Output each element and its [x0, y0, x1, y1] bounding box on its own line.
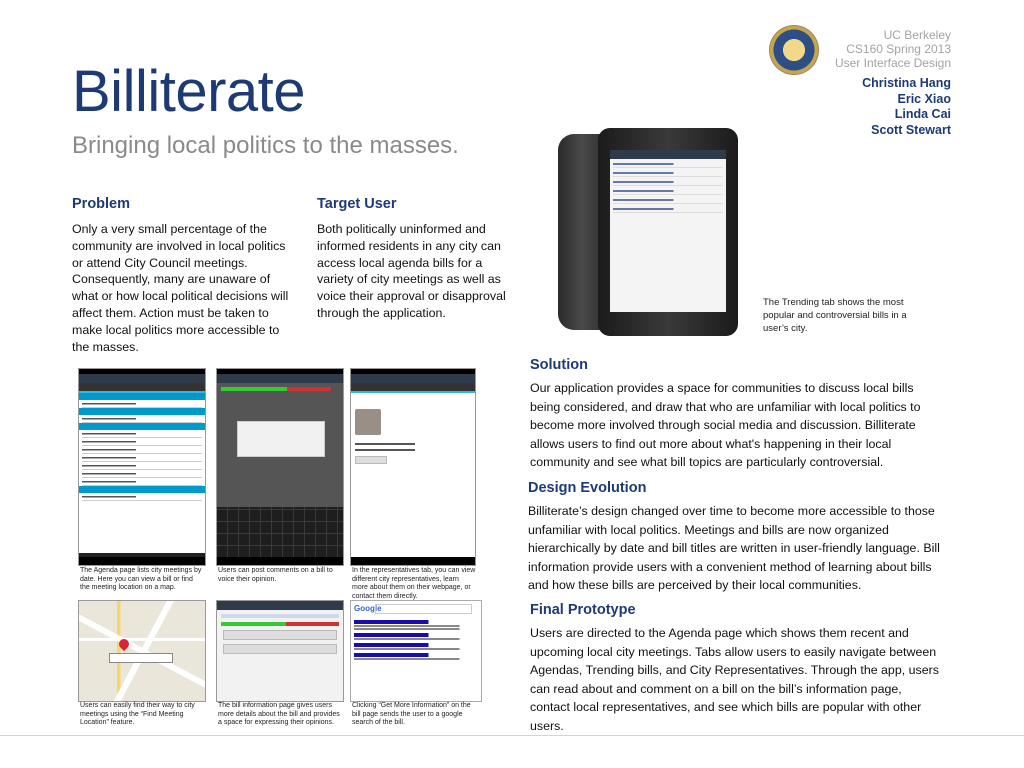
author-name: Scott Stewart — [871, 122, 951, 137]
institution-line: CS160 Spring 2013 — [846, 42, 951, 56]
bill-row — [82, 470, 202, 478]
app-action-bar — [217, 601, 343, 610]
bill-row — [82, 462, 202, 470]
institution-block — [835, 28, 951, 70]
date-header — [79, 486, 205, 493]
contact-line — [355, 443, 415, 445]
map-caption: Users can easily find their way to city meetings using the “Find Meeting Location” feature. — [80, 702, 195, 727]
contact-representative-button — [223, 644, 337, 654]
search-result-snippet — [354, 625, 478, 627]
final-prototype-text: Users are directed to the Agenda page which shows them recent and upcoming local city meetings. Tabs allow users to easily navigate between Agendas, Trending bills, and City Representatives. Through the app, users can read about and comment on a bill on the bill’s information page, contact local representatives, and see which bills are popular with other users. — [530, 626, 939, 733]
search-result-snippet — [354, 638, 478, 640]
trending-bill-row — [613, 188, 723, 195]
representatives-caption: In the representatives tab, you can view different city representatives, learn more about them on their webpage, or contact them directly. — [352, 567, 476, 600]
author-name: Eric Xiao — [897, 91, 951, 106]
trending-bill-row — [613, 197, 723, 204]
date-header — [79, 393, 205, 400]
search-result-title — [354, 633, 478, 637]
bill-info-screenshot — [216, 600, 344, 702]
search-result-title — [354, 620, 478, 624]
bill-info-caption: The bill information page gives users more details about the bill and provides a space for expressing their opinions. — [218, 702, 340, 727]
agenda-list — [79, 393, 205, 553]
institution-line: UC Berkeley — [883, 28, 951, 42]
poster-tagline: Bringing local politics to the masses. — [72, 132, 459, 159]
app-action-bar — [610, 150, 726, 159]
agenda-caption: The Agenda page lists city meetings by date. Here you can view a bill or find the meeting location on a map. — [80, 567, 202, 592]
representative-profile — [351, 393, 475, 559]
poster-title: Billiterate — [72, 59, 306, 124]
approval-bar — [221, 387, 331, 391]
comment-caption: Users can post comments on a bill to voice their opinion. — [218, 567, 333, 583]
more-info-button — [223, 630, 337, 640]
footer-divider — [0, 735, 1024, 736]
author-name: Linda Cai — [894, 107, 951, 121]
date-header — [79, 423, 205, 430]
android-nav-bar — [79, 557, 205, 565]
bill-row — [82, 446, 202, 454]
search-result-snippet — [354, 658, 478, 660]
bill-row — [82, 478, 202, 486]
solution-heading: Solution — [530, 357, 588, 373]
search-result-title — [354, 643, 478, 647]
comment-screen-screenshot — [216, 368, 344, 566]
meeting-row — [82, 430, 202, 438]
problem-heading: Problem — [72, 196, 131, 212]
tablet-screen — [610, 150, 726, 312]
map-pin-icon — [117, 637, 131, 651]
bill-title-bar — [221, 614, 339, 618]
app-action-bar — [79, 374, 205, 383]
bill-row — [82, 454, 202, 462]
comment-dialog — [237, 421, 325, 457]
agenda-screen-screenshot — [78, 368, 206, 566]
google-logo-icon: Google — [354, 604, 382, 613]
uc-berkeley-seal-icon — [770, 26, 818, 74]
representatives-screen-screenshot — [350, 368, 476, 566]
tablet-caption: The Trending tab shows the most popular and controversial bills in a user’s city. — [763, 297, 907, 334]
date-header — [79, 408, 205, 415]
app-action-bar — [217, 374, 343, 383]
google-search-box — [375, 604, 472, 614]
official-webpage-button — [355, 456, 387, 464]
app-action-bar — [351, 374, 475, 383]
institution-line: User Interface Design — [834, 56, 951, 70]
keyboard — [217, 507, 343, 557]
target-user-text: Both politically uninformed and informed residents in any city can access local agenda bills for a variety of city meetings as well as voice their approval or disapproval through the application. — [317, 222, 506, 320]
agenda-tabs — [79, 383, 205, 393]
tablet-trending-screenshot — [558, 128, 744, 336]
android-nav-bar — [351, 557, 475, 565]
design-evolution-text: Billiterate’s design changed over time to become more accessible to those unfamiliar with local politics. Meetings and bills are now organized hierarchically by date and bill titles are written in user-friendly language. Bill information provide users with a convenient method of learning about bills and how these bills are perceived by their local communities. — [528, 504, 940, 593]
map-address-label — [109, 653, 173, 663]
trending-bill-row — [613, 206, 723, 213]
final-prototype-heading: Final Prototype — [530, 602, 636, 618]
trending-bill-row — [613, 179, 723, 186]
authors-block — [862, 76, 951, 138]
trending-bill-row — [613, 170, 723, 177]
contact-line — [355, 449, 415, 451]
meeting-row — [82, 400, 202, 408]
representatives-tabs — [351, 383, 475, 393]
meeting-row — [82, 493, 202, 501]
meeting-row — [82, 415, 202, 423]
search-result-title — [354, 653, 478, 657]
bill-row — [82, 438, 202, 446]
representative-photo — [355, 409, 381, 435]
author-name: Christina Hang — [862, 76, 951, 90]
problem-text: Only a very small percentage of the community are involved in local politics or attend City Council meetings. Consequently, many are unaware of what or how local political decisions will affect them. Action must be taken to make local politics more accessible to the masses. — [72, 222, 289, 354]
search-result-snippet — [354, 648, 478, 650]
design-evolution-heading: Design Evolution — [528, 480, 647, 496]
target-user-heading: Target User — [317, 196, 397, 212]
trending-bill-row — [613, 161, 723, 168]
solution-text: Our application provides a space for communities to discuss local bills being considered, and draw that who are unfamiliar with local politics to become more involved through social media and discussion. Billiterate allows users to find out more about what's happening in their local community and see what bill topics are particularly controversial. — [530, 381, 921, 470]
approval-bar — [221, 622, 339, 626]
google-caption: Clicking “Get More Information” on the bill page sends the user to a google search of the bill. — [352, 702, 471, 727]
google-search-screenshot — [350, 600, 482, 702]
meeting-location-map-screenshot — [78, 600, 206, 702]
search-result-snippet — [354, 628, 478, 630]
android-nav-bar — [217, 557, 343, 565]
